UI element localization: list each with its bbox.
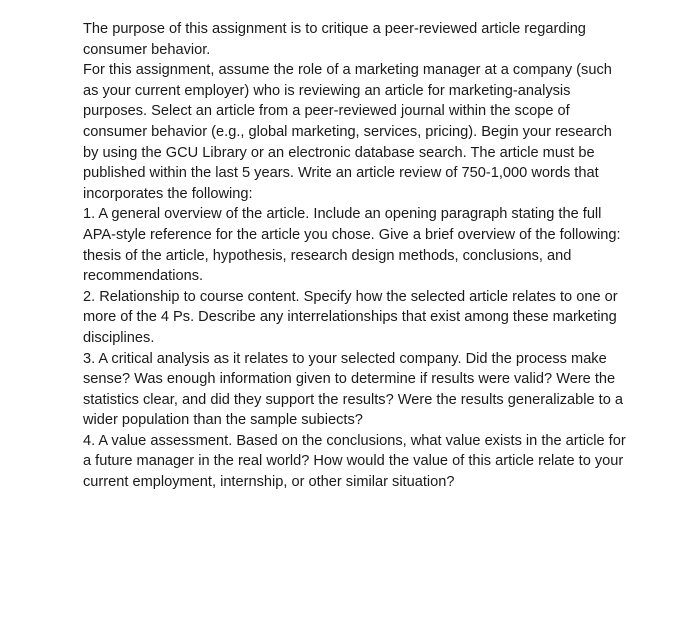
assignment-text	[83, 19, 628, 493]
list-item-course-content: 2. Relationship to course content. Specify how the selected article relates to one or more of the 4 Ps. Describe any interrelationships that exist among these marketing disciplines.	[83, 288, 618, 346]
intro-paragraph: The purpose of this assignment is to critique a peer-reviewed article regarding consumer behavior.	[83, 21, 586, 58]
list-item-value-assessment: 4. A value assessment. Based on the conclusions, what value exists in the article for a future manager in the real world? How would the value of this article relate to your current employment, internship, or other similar situation?	[83, 432, 626, 491]
instructions-paragraph: For this assignment, assume the role of a marketing manager at a company (such as your current employer) who is reviewing an article for marketing-analysis purposes. Select an article from a peer-reviewed journal within the scope of consumer behavior (e.g., global marketing, services, pricing). Begin your research by using the GCU Library or an electronic database search. The article must be published within the last 5 years. Write an article review of 750-1,000 words that incorporates the following:	[83, 62, 612, 202]
list-item-critical-analysis: 3. A critical analysis as it relates to your selected company. Did the process make sense? Was enough information given to determine if results were valid? Were the statistics clear, and did they support the results? Were the results generalizable to a wider population than the sample subiects?	[83, 350, 623, 429]
list-item-overview: 1. A general overview of the article. Include an opening paragraph stating the full APA-style reference for the article you chose. Give a brief overview of the following: thesis of the article, hypothesis, research design methods, conclusions, and recommendations.	[83, 206, 621, 285]
